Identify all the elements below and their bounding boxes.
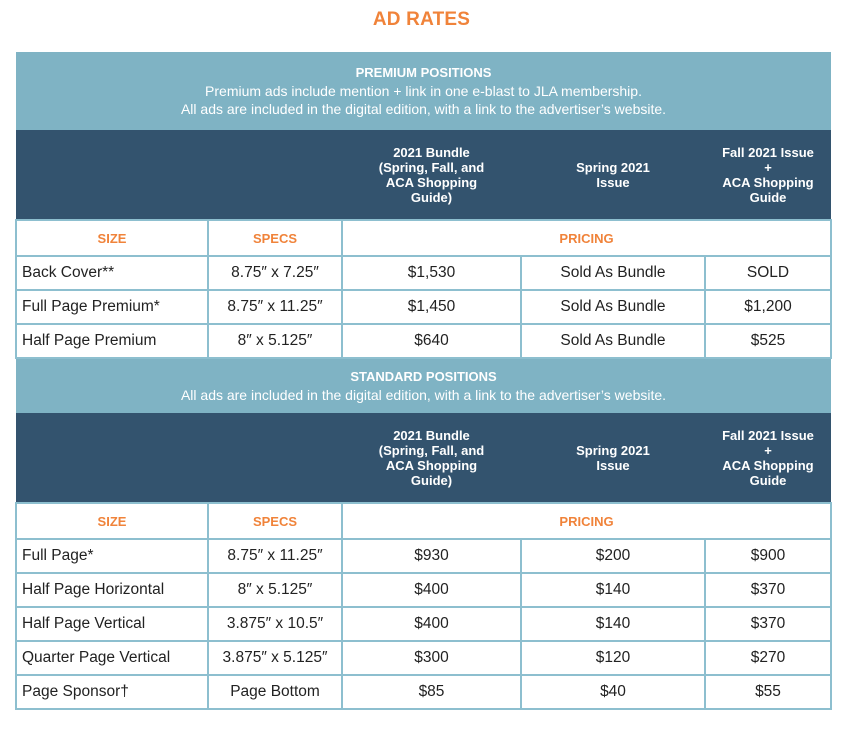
header-line: +: [764, 442, 772, 458]
table-row: [16, 539, 831, 573]
subhead-pricing: PRICING: [342, 503, 831, 539]
header-line: 2021 Bundle: [393, 144, 470, 160]
size-cell: Half Page Vertical: [16, 607, 208, 641]
header-line: ACA Shopping: [385, 457, 478, 473]
column-header-fall: [705, 413, 831, 503]
premium-note: All ads are included in the digital edition, with a link to the advertiser’s website.: [180, 101, 667, 117]
column-header-bundle: [342, 130, 521, 220]
subhead-pricing: PRICING: [342, 220, 831, 256]
fall-price-cell: $270: [705, 641, 831, 675]
bundle-price-cell: $85: [342, 675, 521, 709]
spring-price-cell: $120: [521, 641, 705, 675]
header-line: Fall 2021 Issue: [722, 427, 814, 443]
standard-column-header: [16, 413, 831, 503]
subhead-size: SIZE: [16, 503, 208, 539]
size-cell: Quarter Page Vertical: [16, 641, 208, 675]
spring-price-cell: $200: [521, 539, 705, 573]
bundle-price-cell: $930: [342, 539, 521, 573]
header-line: Spring 2021: [576, 442, 650, 458]
size-cell: Full Page*: [16, 539, 208, 573]
standard-heading: STANDARD POSITIONS: [350, 369, 497, 384]
specs-cell: Page Bottom: [208, 675, 342, 709]
table-row: [16, 324, 831, 358]
header-line: Fall 2021 Issue: [722, 144, 814, 160]
header-line: ACA Shopping: [722, 457, 814, 473]
size-cell: Back Cover**: [16, 256, 208, 290]
column-header-bundle: [342, 413, 521, 503]
size-cell: Page Sponsor†: [16, 675, 208, 709]
spring-price-cell: $140: [521, 573, 705, 607]
fall-price-cell: $55: [705, 675, 831, 709]
specs-cell: 8.75″ x 7.25″: [208, 256, 342, 290]
header-line: (Spring, Fall, and: [378, 159, 485, 175]
specs-cell: 8″ x 5.125″: [208, 573, 342, 607]
specs-cell: 8.75″ x 11.25″: [208, 290, 342, 324]
header-line: 2021 Bundle: [393, 427, 470, 443]
specs-cell: 3.875″ x 10.5″: [208, 607, 342, 641]
fall-price-cell: $900: [705, 539, 831, 573]
column-header-spring: [521, 130, 705, 220]
bundle-price-cell: $1,450: [342, 290, 521, 324]
spring-price-cell: $40: [521, 675, 705, 709]
fall-price-cell: SOLD: [705, 256, 831, 290]
header-line: Guide): [410, 472, 453, 488]
header-line: ACA Shopping: [385, 174, 478, 190]
spring-price-cell: Sold As Bundle: [521, 324, 705, 358]
premium-note: Premium ads include mention + link in one e-blast to JLA membership.: [205, 83, 642, 99]
size-cell: Full Page Premium*: [16, 290, 208, 324]
subhead-size: SIZE: [16, 220, 208, 256]
header-line: ACA Shopping: [722, 174, 814, 190]
spring-price-cell: $140: [521, 607, 705, 641]
standard-banner: [16, 358, 831, 413]
bundle-price-cell: $400: [342, 607, 521, 641]
fall-price-cell: $370: [705, 573, 831, 607]
specs-cell: 3.875″ x 5.125″: [208, 641, 342, 675]
fall-price-cell: $1,200: [705, 290, 831, 324]
standard-note: All ads are included in the digital edition, with a link to the advertiser’s website.: [180, 387, 667, 403]
table-row: [16, 256, 831, 290]
header-line: Guide: [749, 472, 787, 488]
spring-price-cell: Sold As Bundle: [521, 256, 705, 290]
header-line: Guide): [410, 189, 453, 205]
table-row: [16, 675, 831, 709]
header-line: Issue: [596, 457, 630, 473]
fall-price-cell: $525: [705, 324, 831, 358]
specs-cell: 8″ x 5.125″: [208, 324, 342, 358]
bundle-price-cell: $1,530: [342, 256, 521, 290]
ad-rates-table: [15, 52, 832, 710]
premium-subheader: [16, 220, 831, 256]
column-header-fall: [705, 130, 831, 220]
premium-column-header: [16, 130, 831, 220]
subhead-specs: SPECS: [208, 220, 342, 256]
header-line: +: [764, 159, 772, 175]
page-title: AD RATES: [372, 9, 471, 30]
table-row: [16, 573, 831, 607]
column-header-spring: [521, 413, 705, 503]
subhead-specs: SPECS: [208, 503, 342, 539]
table-row: [16, 641, 831, 675]
specs-cell: 8.75″ x 11.25″: [208, 539, 342, 573]
standard-subheader: [16, 503, 831, 539]
header-line: Guide: [749, 189, 787, 205]
table-row: [16, 290, 831, 324]
bundle-price-cell: $400: [342, 573, 521, 607]
bundle-price-cell: $640: [342, 324, 521, 358]
header-line: (Spring, Fall, and: [378, 442, 485, 458]
table-row: [16, 607, 831, 641]
header-line: Issue: [596, 174, 630, 190]
bundle-price-cell: $300: [342, 641, 521, 675]
premium-banner: [16, 52, 831, 130]
spring-price-cell: Sold As Bundle: [521, 290, 705, 324]
premium-heading: PREMIUM POSITIONS: [355, 65, 492, 80]
fall-price-cell: $370: [705, 607, 831, 641]
size-cell: Half Page Horizontal: [16, 573, 208, 607]
header-line: Spring 2021: [576, 159, 650, 175]
size-cell: Half Page Premium: [16, 324, 208, 358]
